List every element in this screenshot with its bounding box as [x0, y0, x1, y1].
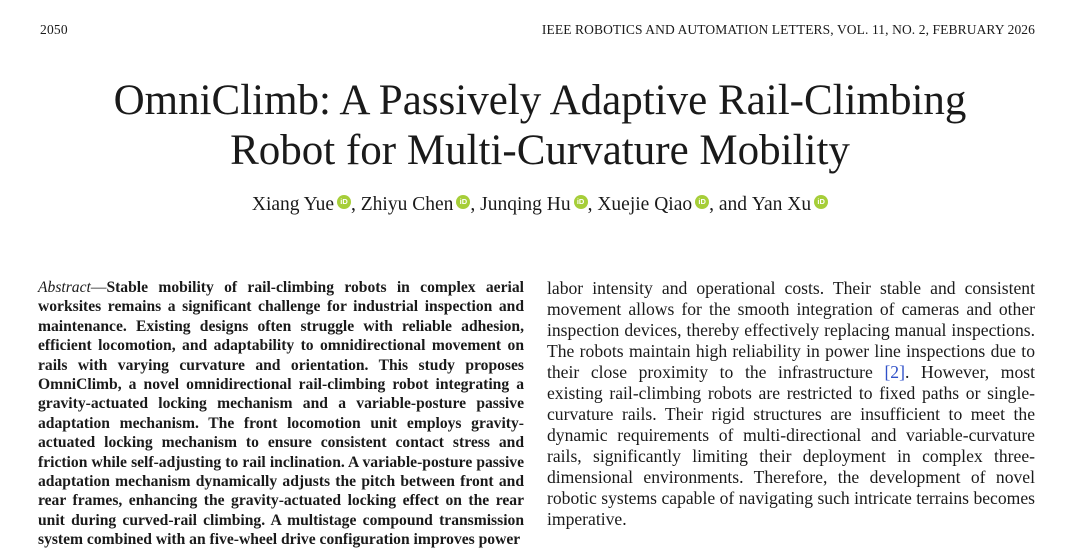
author-name: Yan Xu	[751, 194, 812, 215]
author-separator: ,	[470, 194, 481, 215]
body-text: . However, most existing rail-climbing robots are restricted to fixed paths or single-curvature rails. Their rigid structures are insufficient to meet the dynamic requirements of multi-directional and variable-curvature rails, significantly limiting their deployment in complex three-dimensional environments. Therefore, the development of novel robotic systems capable of navigating such intricate terrains becomes imperative.	[547, 362, 1035, 529]
paper-title	[0, 76, 1080, 176]
author-name: Xuejie Qiao	[597, 194, 693, 215]
abstract-dash: —	[90, 279, 107, 296]
author-separator: , and	[709, 194, 752, 215]
author-name: Zhiyu Chen	[360, 194, 454, 215]
author	[252, 194, 351, 216]
orcid-icon[interactable]: iD	[695, 195, 709, 209]
author	[752, 194, 828, 216]
author	[480, 194, 587, 216]
orcid-icon[interactable]: iD	[814, 195, 828, 209]
abstract	[38, 278, 524, 550]
body-text: labor intensity and operational costs. Their stable and consistent movement allows for the smooth integration of cameras and other inspection devices, thereby effectively replacing manual inspections. The robots maintain high reliability in power line inspections due to their close proximity to the infrastructure	[547, 278, 1035, 382]
body-text-column	[547, 278, 1035, 530]
title-line-2: Robot for Multi-Curvature Mobility	[230, 127, 850, 174]
author-separator: ,	[351, 194, 361, 215]
journal-header: IEEE ROBOTICS AND AUTOMATION LETTERS, VOL. 11, NO. 2, FEBRUARY 2026	[541, 22, 1035, 37]
author	[361, 194, 471, 216]
author-name: Xiang Yue	[251, 194, 334, 215]
orcid-icon[interactable]: iD	[456, 195, 470, 209]
orcid-icon[interactable]: iD	[337, 195, 351, 209]
author-list	[0, 194, 1080, 216]
title-line-1: OmniClimb: A Passively Adaptive Rail-Climbing	[113, 77, 967, 124]
author-name: Junqing Hu	[480, 194, 571, 215]
author	[597, 194, 709, 216]
orcid-icon[interactable]: iD	[574, 195, 588, 209]
abstract-text: Stable mobility of rail-climbing robots in complex aerial worksites remains a significant challenge for industrial inspection and maintenance. Existing designs often struggle with reliable adhesion, efficient locomotion, and adaptability to omnidirectional movement on rails with varying curvature and orientation. This study proposes OmniClimb, a novel omnidirectional rail-climbing robot integrating a gravity-actuated locking mechanism and a variable-posture passive adaptation mechanism. The front locomotion unit employs gravity-actuated locking mechanism to ensure consistent contact stress and friction while self-adjusting to rail inclination. A variable-posture passive adaptation mechanism dynamically adjusts the pitch between front and rear frames, enhancing the gravity-actuated locking effect on the rear unit during curved-rail climbing. A multistage compound transmission system combined with an five-wheel drive configuration improves power	[38, 279, 524, 549]
page-number: 2050	[40, 22, 68, 37]
author-separator: ,	[587, 194, 598, 215]
citation-link[interactable]: [2]	[884, 362, 905, 382]
abstract-label: Abstract	[38, 279, 91, 296]
